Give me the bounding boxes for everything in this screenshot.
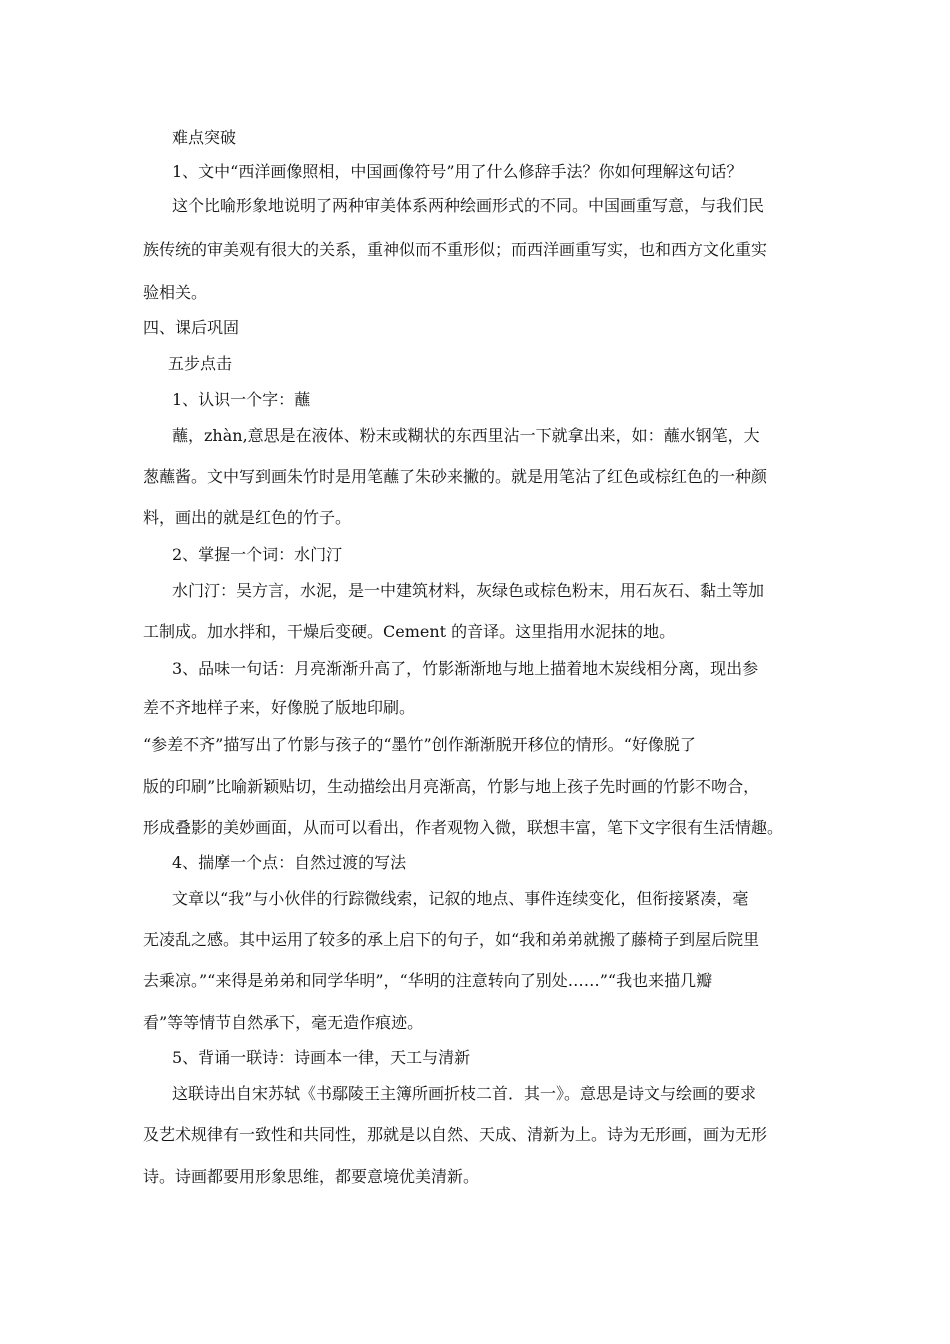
paragraph-line: 料，画出的就是红色的竹子。 <box>143 508 352 527</box>
paragraph-line: 这个比喻形象地说明了两种审美体系两种绘画形式的不同。中国画重写意，与我们民 <box>172 196 765 215</box>
paragraph-line: 无凌乱之感。其中运用了较多的承上启下的句子，如“我和弟弟就搬了藤椅子到屋后院里 <box>143 930 760 949</box>
paragraph-line: 葱蘸酱。文中写到画朱竹时是用笔蘸了朱砂来撇的。就是用笔沾了红色或棕红色的一种颜 <box>143 467 768 486</box>
paragraph-line: 差不齐地样子来，好像脱了版地印刷。 <box>143 698 416 717</box>
paragraph-line: “参差不齐”描写出了竹影与孩子的“墨竹”创作渐渐脱开移位的情形。“好像脱了 <box>143 735 696 754</box>
item-heading-3: 3、品味一句话：月亮渐渐升高了，竹影渐渐地与地上描着地木炭线相分离，现出参 <box>172 659 759 678</box>
paragraph-line: 验相关。 <box>143 283 208 302</box>
paragraph-line: 水门汀：吴方言，水泥，是一中建筑材料，灰绿色或棕色粉末，用石灰石、黏土等加 <box>172 581 765 600</box>
paragraph-line: 看”等等情节自然承下，毫无造作痕迹。 <box>143 1013 424 1032</box>
paragraph-line: 这联诗出自宋苏轼《书鄢陵王主簿所画折枝二首．其一》。意思是诗文与绘画的要求 <box>172 1084 757 1103</box>
paragraph-line: 版的印刷”比喻新颖贴切，生动描绘出月亮渐高，竹影与地上孩子先时画的竹影不吻合， <box>143 777 760 796</box>
item-heading-4: 4、揣摩一个点：自然过渡的写法 <box>172 853 407 872</box>
item-heading-2: 2、掌握一个词：水门汀 <box>172 545 343 564</box>
paragraph-line: 诗。诗画都要用形象思维，都要意境优美清新。 <box>143 1167 480 1186</box>
question-1: 1、文中“西洋画像照相，中国画像符号”用了什么修辞手法？你如何理解这句话？ <box>172 162 743 181</box>
paragraph-line: 工制成。加水拌和，干燥后变硬。Cement 的音译。这里指用水泥抹的地。 <box>143 622 676 641</box>
paragraph-line: 族传统的审美观有很大的关系，重神似而不重形似；而西洋画重写实，也和西方文化重实 <box>143 240 768 259</box>
heading-difficulty: 难点突破 <box>172 128 237 147</box>
paragraph-line: 去乘凉。”“来得是弟弟和同学华明”，“华明的注意转向了别处……”“我也来描几瓣 <box>143 971 713 990</box>
paragraph-line: 及艺术规律有一致性和共同性，那就是以自然、天成、清新为上。诗为无形画，画为无形 <box>143 1125 768 1144</box>
subsection-heading: 五步点击 <box>168 354 233 373</box>
paragraph-line: 形成叠影的美妙画面，从而可以看出，作者观物入微，联想丰富，笔下文字很有生活情趣。 <box>143 818 784 837</box>
section-heading: 四、课后巩固 <box>143 318 240 337</box>
item-heading-5: 5、背诵一联诗：诗画本一律，天工与清新 <box>172 1048 471 1067</box>
item-heading-1: 1、认识一个字：蘸 <box>172 390 311 409</box>
paragraph-line: 文章以“我”与小伙伴的行踪微线索，记叙的地点、事件连续变化，但衔接紧凑，毫 <box>172 889 749 908</box>
paragraph-line: 蘸，zhàn,意思是在液体、粉末或糊状的东西里沾一下就拿出来，如：蘸水钢笔，大 <box>172 426 760 445</box>
